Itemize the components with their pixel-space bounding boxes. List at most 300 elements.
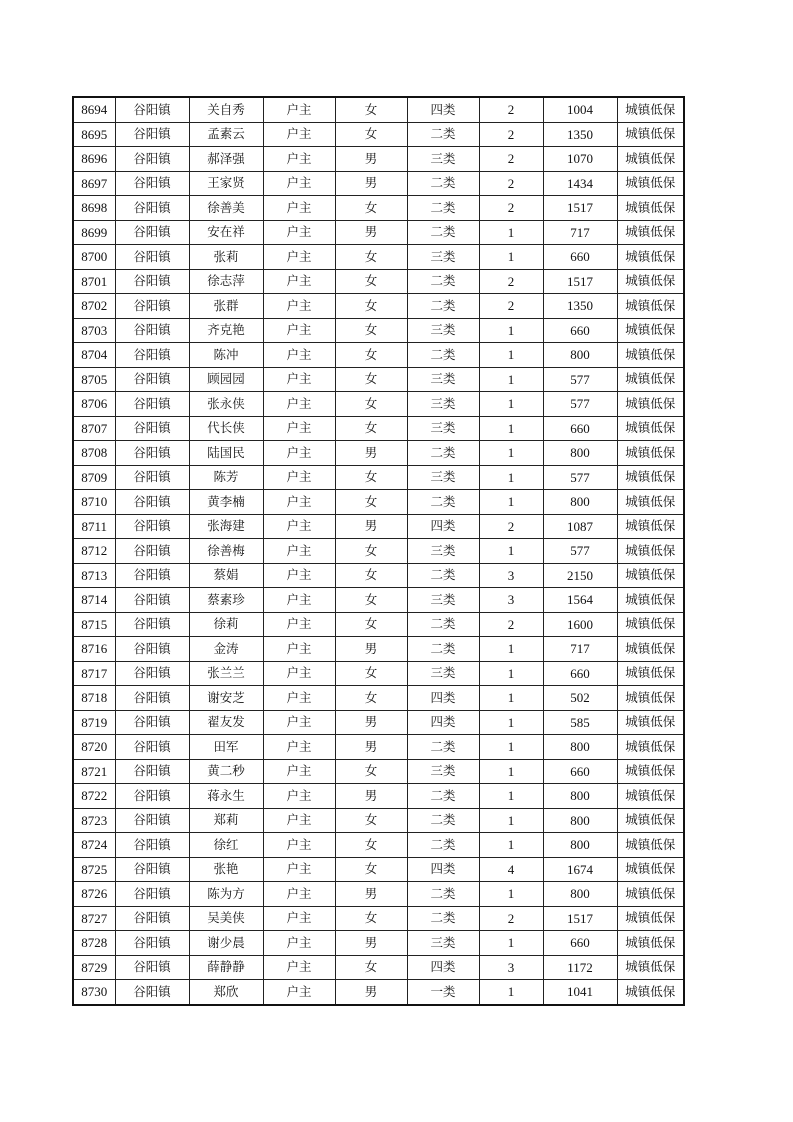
serial-number-cell: 8715 xyxy=(73,612,115,637)
name-cell: 谢少晨 xyxy=(189,931,263,956)
assistance-type-cell: 城镇低保 xyxy=(617,97,684,122)
name-cell: 张群 xyxy=(189,294,263,319)
relation-cell: 户主 xyxy=(263,588,335,613)
category-cell: 四类 xyxy=(407,857,479,882)
table-row xyxy=(73,612,684,637)
category-cell: 二类 xyxy=(407,882,479,907)
table-row xyxy=(73,980,684,1005)
amount-cell: 660 xyxy=(543,931,617,956)
household-size-cell: 1 xyxy=(479,441,543,466)
amount-cell: 577 xyxy=(543,392,617,417)
category-cell: 二类 xyxy=(407,220,479,245)
town-cell: 谷阳镇 xyxy=(115,808,189,833)
relation-cell: 户主 xyxy=(263,833,335,858)
serial-number-cell: 8726 xyxy=(73,882,115,907)
amount-cell: 1564 xyxy=(543,588,617,613)
gender-cell: 男 xyxy=(335,735,407,760)
gender-cell: 女 xyxy=(335,294,407,319)
town-cell: 谷阳镇 xyxy=(115,588,189,613)
serial-number-cell: 8729 xyxy=(73,955,115,980)
table-row xyxy=(73,220,684,245)
serial-number-cell: 8699 xyxy=(73,220,115,245)
name-cell: 孟素云 xyxy=(189,122,263,147)
name-cell: 张永侠 xyxy=(189,392,263,417)
household-size-cell: 2 xyxy=(479,269,543,294)
relation-cell: 户主 xyxy=(263,220,335,245)
table-row xyxy=(73,441,684,466)
household-size-cell: 2 xyxy=(479,171,543,196)
amount-cell: 1350 xyxy=(543,294,617,319)
town-cell: 谷阳镇 xyxy=(115,931,189,956)
assistance-type-cell: 城镇低保 xyxy=(617,122,684,147)
gender-cell: 女 xyxy=(335,612,407,637)
gender-cell: 男 xyxy=(335,147,407,172)
assistance-type-cell: 城镇低保 xyxy=(617,661,684,686)
amount-cell: 1087 xyxy=(543,514,617,539)
serial-number-cell: 8703 xyxy=(73,318,115,343)
category-cell: 四类 xyxy=(407,955,479,980)
town-cell: 谷阳镇 xyxy=(115,171,189,196)
serial-number-cell: 8720 xyxy=(73,735,115,760)
town-cell: 谷阳镇 xyxy=(115,514,189,539)
amount-cell: 1674 xyxy=(543,857,617,882)
table-row xyxy=(73,710,684,735)
name-cell: 黄李楠 xyxy=(189,490,263,515)
table-row xyxy=(73,147,684,172)
amount-cell: 1350 xyxy=(543,122,617,147)
town-cell: 谷阳镇 xyxy=(115,833,189,858)
serial-number-cell: 8698 xyxy=(73,196,115,221)
table-row xyxy=(73,392,684,417)
category-cell: 二类 xyxy=(407,833,479,858)
serial-number-cell: 8727 xyxy=(73,906,115,931)
household-size-cell: 4 xyxy=(479,857,543,882)
category-cell: 三类 xyxy=(407,147,479,172)
table-row xyxy=(73,833,684,858)
table-row xyxy=(73,245,684,270)
town-cell: 谷阳镇 xyxy=(115,122,189,147)
category-cell: 四类 xyxy=(407,710,479,735)
relation-cell: 户主 xyxy=(263,318,335,343)
assistance-type-cell: 城镇低保 xyxy=(617,980,684,1005)
gender-cell: 女 xyxy=(335,318,407,343)
assistance-type-cell: 城镇低保 xyxy=(617,171,684,196)
town-cell: 谷阳镇 xyxy=(115,539,189,564)
name-cell: 徐善梅 xyxy=(189,539,263,564)
town-cell: 谷阳镇 xyxy=(115,392,189,417)
category-cell: 三类 xyxy=(407,588,479,613)
town-cell: 谷阳镇 xyxy=(115,465,189,490)
gender-cell: 女 xyxy=(335,808,407,833)
table-row xyxy=(73,808,684,833)
assistance-type-cell: 城镇低保 xyxy=(617,906,684,931)
town-cell: 谷阳镇 xyxy=(115,686,189,711)
assistance-type-cell: 城镇低保 xyxy=(617,269,684,294)
name-cell: 蔡娟 xyxy=(189,563,263,588)
relation-cell: 户主 xyxy=(263,710,335,735)
relation-cell: 户主 xyxy=(263,147,335,172)
household-size-cell: 1 xyxy=(479,416,543,441)
gender-cell: 女 xyxy=(335,588,407,613)
gender-cell: 男 xyxy=(335,882,407,907)
serial-number-cell: 8710 xyxy=(73,490,115,515)
serial-number-cell: 8694 xyxy=(73,97,115,122)
amount-cell: 1434 xyxy=(543,171,617,196)
assistance-type-cell: 城镇低保 xyxy=(617,514,684,539)
amount-cell: 717 xyxy=(543,637,617,662)
name-cell: 陆国民 xyxy=(189,441,263,466)
assistance-type-cell: 城镇低保 xyxy=(617,882,684,907)
relation-cell: 户主 xyxy=(263,759,335,784)
amount-cell: 1517 xyxy=(543,269,617,294)
gender-cell: 女 xyxy=(335,245,407,270)
gender-cell: 女 xyxy=(335,367,407,392)
serial-number-cell: 8709 xyxy=(73,465,115,490)
relation-cell: 户主 xyxy=(263,955,335,980)
town-cell: 谷阳镇 xyxy=(115,882,189,907)
serial-number-cell: 8716 xyxy=(73,637,115,662)
name-cell: 张艳 xyxy=(189,857,263,882)
category-cell: 二类 xyxy=(407,196,479,221)
category-cell: 三类 xyxy=(407,539,479,564)
serial-number-cell: 8717 xyxy=(73,661,115,686)
table-row xyxy=(73,882,684,907)
name-cell: 郑莉 xyxy=(189,808,263,833)
table-row xyxy=(73,343,684,368)
table-row xyxy=(73,857,684,882)
gender-cell: 女 xyxy=(335,539,407,564)
table-row xyxy=(73,294,684,319)
serial-number-cell: 8719 xyxy=(73,710,115,735)
household-size-cell: 1 xyxy=(479,318,543,343)
category-cell: 二类 xyxy=(407,612,479,637)
category-cell: 二类 xyxy=(407,906,479,931)
assistance-type-cell: 城镇低保 xyxy=(617,563,684,588)
relation-cell: 户主 xyxy=(263,661,335,686)
relation-cell: 户主 xyxy=(263,637,335,662)
household-size-cell: 1 xyxy=(479,759,543,784)
table-row xyxy=(73,637,684,662)
amount-cell: 800 xyxy=(543,490,617,515)
gender-cell: 女 xyxy=(335,955,407,980)
table-row xyxy=(73,931,684,956)
name-cell: 蔡素珍 xyxy=(189,588,263,613)
amount-cell: 577 xyxy=(543,539,617,564)
relation-cell: 户主 xyxy=(263,196,335,221)
town-cell: 谷阳镇 xyxy=(115,416,189,441)
amount-cell: 660 xyxy=(543,759,617,784)
table-row xyxy=(73,490,684,515)
table-row xyxy=(73,955,684,980)
household-size-cell: 1 xyxy=(479,686,543,711)
household-size-cell: 2 xyxy=(479,514,543,539)
serial-number-cell: 8723 xyxy=(73,808,115,833)
household-size-cell: 1 xyxy=(479,490,543,515)
category-cell: 四类 xyxy=(407,514,479,539)
household-size-cell: 1 xyxy=(479,637,543,662)
name-cell: 王家贤 xyxy=(189,171,263,196)
name-cell: 吴美侠 xyxy=(189,906,263,931)
relation-cell: 户主 xyxy=(263,539,335,564)
category-cell: 三类 xyxy=(407,931,479,956)
relation-cell: 户主 xyxy=(263,441,335,466)
name-cell: 陈芳 xyxy=(189,465,263,490)
serial-number-cell: 8708 xyxy=(73,441,115,466)
name-cell: 黄二秒 xyxy=(189,759,263,784)
table-row xyxy=(73,269,684,294)
assistance-type-cell: 城镇低保 xyxy=(617,588,684,613)
name-cell: 蒋永生 xyxy=(189,784,263,809)
category-cell: 二类 xyxy=(407,784,479,809)
assistance-type-cell: 城镇低保 xyxy=(617,441,684,466)
relation-cell: 户主 xyxy=(263,490,335,515)
serial-number-cell: 8724 xyxy=(73,833,115,858)
relation-cell: 户主 xyxy=(263,735,335,760)
town-cell: 谷阳镇 xyxy=(115,367,189,392)
assistance-type-cell: 城镇低保 xyxy=(617,245,684,270)
town-cell: 谷阳镇 xyxy=(115,490,189,515)
gender-cell: 女 xyxy=(335,906,407,931)
amount-cell: 585 xyxy=(543,710,617,735)
table-row xyxy=(73,416,684,441)
serial-number-cell: 8718 xyxy=(73,686,115,711)
household-size-cell: 1 xyxy=(479,882,543,907)
gender-cell: 男 xyxy=(335,637,407,662)
serial-number-cell: 8728 xyxy=(73,931,115,956)
household-size-cell: 1 xyxy=(479,343,543,368)
household-size-cell: 1 xyxy=(479,735,543,760)
amount-cell: 1600 xyxy=(543,612,617,637)
serial-number-cell: 8722 xyxy=(73,784,115,809)
amount-cell: 1517 xyxy=(543,906,617,931)
town-cell: 谷阳镇 xyxy=(115,980,189,1005)
household-size-cell: 2 xyxy=(479,196,543,221)
table-row xyxy=(73,588,684,613)
category-cell: 三类 xyxy=(407,465,479,490)
relation-cell: 户主 xyxy=(263,269,335,294)
name-cell: 陈为方 xyxy=(189,882,263,907)
household-size-cell: 1 xyxy=(479,980,543,1005)
town-cell: 谷阳镇 xyxy=(115,857,189,882)
name-cell: 金涛 xyxy=(189,637,263,662)
household-size-cell: 2 xyxy=(479,612,543,637)
assistance-type-cell: 城镇低保 xyxy=(617,784,684,809)
records-table-container xyxy=(72,96,683,1006)
category-cell: 三类 xyxy=(407,416,479,441)
relation-cell: 户主 xyxy=(263,857,335,882)
household-size-cell: 1 xyxy=(479,539,543,564)
gender-cell: 女 xyxy=(335,759,407,784)
relation-cell: 户主 xyxy=(263,416,335,441)
table-row xyxy=(73,759,684,784)
household-size-cell: 2 xyxy=(479,147,543,172)
amount-cell: 660 xyxy=(543,245,617,270)
gender-cell: 男 xyxy=(335,441,407,466)
gender-cell: 女 xyxy=(335,686,407,711)
category-cell: 二类 xyxy=(407,563,479,588)
table-row xyxy=(73,735,684,760)
household-size-cell: 2 xyxy=(479,906,543,931)
household-size-cell: 2 xyxy=(479,294,543,319)
name-cell: 张莉 xyxy=(189,245,263,270)
name-cell: 徐善美 xyxy=(189,196,263,221)
household-size-cell: 3 xyxy=(479,563,543,588)
town-cell: 谷阳镇 xyxy=(115,955,189,980)
amount-cell: 1172 xyxy=(543,955,617,980)
name-cell: 张兰兰 xyxy=(189,661,263,686)
household-size-cell: 1 xyxy=(479,931,543,956)
table-row xyxy=(73,539,684,564)
household-size-cell: 1 xyxy=(479,784,543,809)
gender-cell: 女 xyxy=(335,833,407,858)
gender-cell: 女 xyxy=(335,343,407,368)
town-cell: 谷阳镇 xyxy=(115,661,189,686)
gender-cell: 女 xyxy=(335,97,407,122)
name-cell: 陈冲 xyxy=(189,343,263,368)
table-row xyxy=(73,97,684,122)
serial-number-cell: 8702 xyxy=(73,294,115,319)
gender-cell: 男 xyxy=(335,784,407,809)
relation-cell: 户主 xyxy=(263,97,335,122)
town-cell: 谷阳镇 xyxy=(115,269,189,294)
town-cell: 谷阳镇 xyxy=(115,906,189,931)
town-cell: 谷阳镇 xyxy=(115,735,189,760)
household-size-cell: 1 xyxy=(479,465,543,490)
town-cell: 谷阳镇 xyxy=(115,97,189,122)
assistance-type-cell: 城镇低保 xyxy=(617,955,684,980)
relation-cell: 户主 xyxy=(263,882,335,907)
serial-number-cell: 8713 xyxy=(73,563,115,588)
category-cell: 二类 xyxy=(407,808,479,833)
gender-cell: 女 xyxy=(335,122,407,147)
assistance-type-cell: 城镇低保 xyxy=(617,318,684,343)
serial-number-cell: 8701 xyxy=(73,269,115,294)
table-row xyxy=(73,686,684,711)
assistance-type-cell: 城镇低保 xyxy=(617,759,684,784)
relation-cell: 户主 xyxy=(263,465,335,490)
gender-cell: 男 xyxy=(335,931,407,956)
name-cell: 顾园园 xyxy=(189,367,263,392)
amount-cell: 717 xyxy=(543,220,617,245)
amount-cell: 1004 xyxy=(543,97,617,122)
category-cell: 三类 xyxy=(407,245,479,270)
amount-cell: 1517 xyxy=(543,196,617,221)
relation-cell: 户主 xyxy=(263,367,335,392)
amount-cell: 577 xyxy=(543,465,617,490)
name-cell: 徐志萍 xyxy=(189,269,263,294)
name-cell: 薛静静 xyxy=(189,955,263,980)
assistance-type-cell: 城镇低保 xyxy=(617,147,684,172)
amount-cell: 800 xyxy=(543,784,617,809)
name-cell: 徐莉 xyxy=(189,612,263,637)
table-row xyxy=(73,784,684,809)
gender-cell: 女 xyxy=(335,465,407,490)
table-row xyxy=(73,171,684,196)
household-size-cell: 1 xyxy=(479,245,543,270)
table-body xyxy=(73,97,684,1005)
serial-number-cell: 8711 xyxy=(73,514,115,539)
serial-number-cell: 8705 xyxy=(73,367,115,392)
name-cell: 谢安芝 xyxy=(189,686,263,711)
name-cell: 徐红 xyxy=(189,833,263,858)
category-cell: 三类 xyxy=(407,759,479,784)
table-row xyxy=(73,563,684,588)
assistance-type-cell: 城镇低保 xyxy=(617,343,684,368)
household-size-cell: 1 xyxy=(479,661,543,686)
household-size-cell: 1 xyxy=(479,367,543,392)
town-cell: 谷阳镇 xyxy=(115,220,189,245)
gender-cell: 女 xyxy=(335,416,407,441)
assistance-type-cell: 城镇低保 xyxy=(617,612,684,637)
assistance-type-cell: 城镇低保 xyxy=(617,294,684,319)
assistance-type-cell: 城镇低保 xyxy=(617,367,684,392)
town-cell: 谷阳镇 xyxy=(115,637,189,662)
category-cell: 二类 xyxy=(407,735,479,760)
assistance-type-cell: 城镇低保 xyxy=(617,392,684,417)
assistance-type-cell: 城镇低保 xyxy=(617,220,684,245)
amount-cell: 800 xyxy=(543,343,617,368)
household-size-cell: 1 xyxy=(479,392,543,417)
relation-cell: 户主 xyxy=(263,612,335,637)
amount-cell: 1070 xyxy=(543,147,617,172)
household-size-cell: 1 xyxy=(479,220,543,245)
category-cell: 四类 xyxy=(407,686,479,711)
amount-cell: 577 xyxy=(543,367,617,392)
assistance-type-cell: 城镇低保 xyxy=(617,735,684,760)
town-cell: 谷阳镇 xyxy=(115,245,189,270)
relation-cell: 户主 xyxy=(263,931,335,956)
household-size-cell: 3 xyxy=(479,955,543,980)
town-cell: 谷阳镇 xyxy=(115,441,189,466)
name-cell: 郝泽强 xyxy=(189,147,263,172)
gender-cell: 男 xyxy=(335,514,407,539)
category-cell: 三类 xyxy=(407,661,479,686)
town-cell: 谷阳镇 xyxy=(115,784,189,809)
gender-cell: 女 xyxy=(335,490,407,515)
name-cell: 翟友发 xyxy=(189,710,263,735)
serial-number-cell: 8695 xyxy=(73,122,115,147)
town-cell: 谷阳镇 xyxy=(115,147,189,172)
household-size-cell: 2 xyxy=(479,122,543,147)
relation-cell: 户主 xyxy=(263,294,335,319)
amount-cell: 800 xyxy=(543,882,617,907)
serial-number-cell: 8721 xyxy=(73,759,115,784)
category-cell: 三类 xyxy=(407,392,479,417)
table-row xyxy=(73,661,684,686)
town-cell: 谷阳镇 xyxy=(115,294,189,319)
category-cell: 二类 xyxy=(407,171,479,196)
category-cell: 二类 xyxy=(407,294,479,319)
town-cell: 谷阳镇 xyxy=(115,318,189,343)
category-cell: 二类 xyxy=(407,490,479,515)
assistance-type-cell: 城镇低保 xyxy=(617,686,684,711)
serial-number-cell: 8714 xyxy=(73,588,115,613)
assistance-type-cell: 城镇低保 xyxy=(617,416,684,441)
serial-number-cell: 8696 xyxy=(73,147,115,172)
relation-cell: 户主 xyxy=(263,980,335,1005)
town-cell: 谷阳镇 xyxy=(115,196,189,221)
amount-cell: 800 xyxy=(543,441,617,466)
amount-cell: 660 xyxy=(543,416,617,441)
amount-cell: 800 xyxy=(543,735,617,760)
gender-cell: 女 xyxy=(335,269,407,294)
gender-cell: 男 xyxy=(335,710,407,735)
assistance-type-cell: 城镇低保 xyxy=(617,490,684,515)
relation-cell: 户主 xyxy=(263,514,335,539)
relation-cell: 户主 xyxy=(263,343,335,368)
serial-number-cell: 8700 xyxy=(73,245,115,270)
name-cell: 齐克艳 xyxy=(189,318,263,343)
